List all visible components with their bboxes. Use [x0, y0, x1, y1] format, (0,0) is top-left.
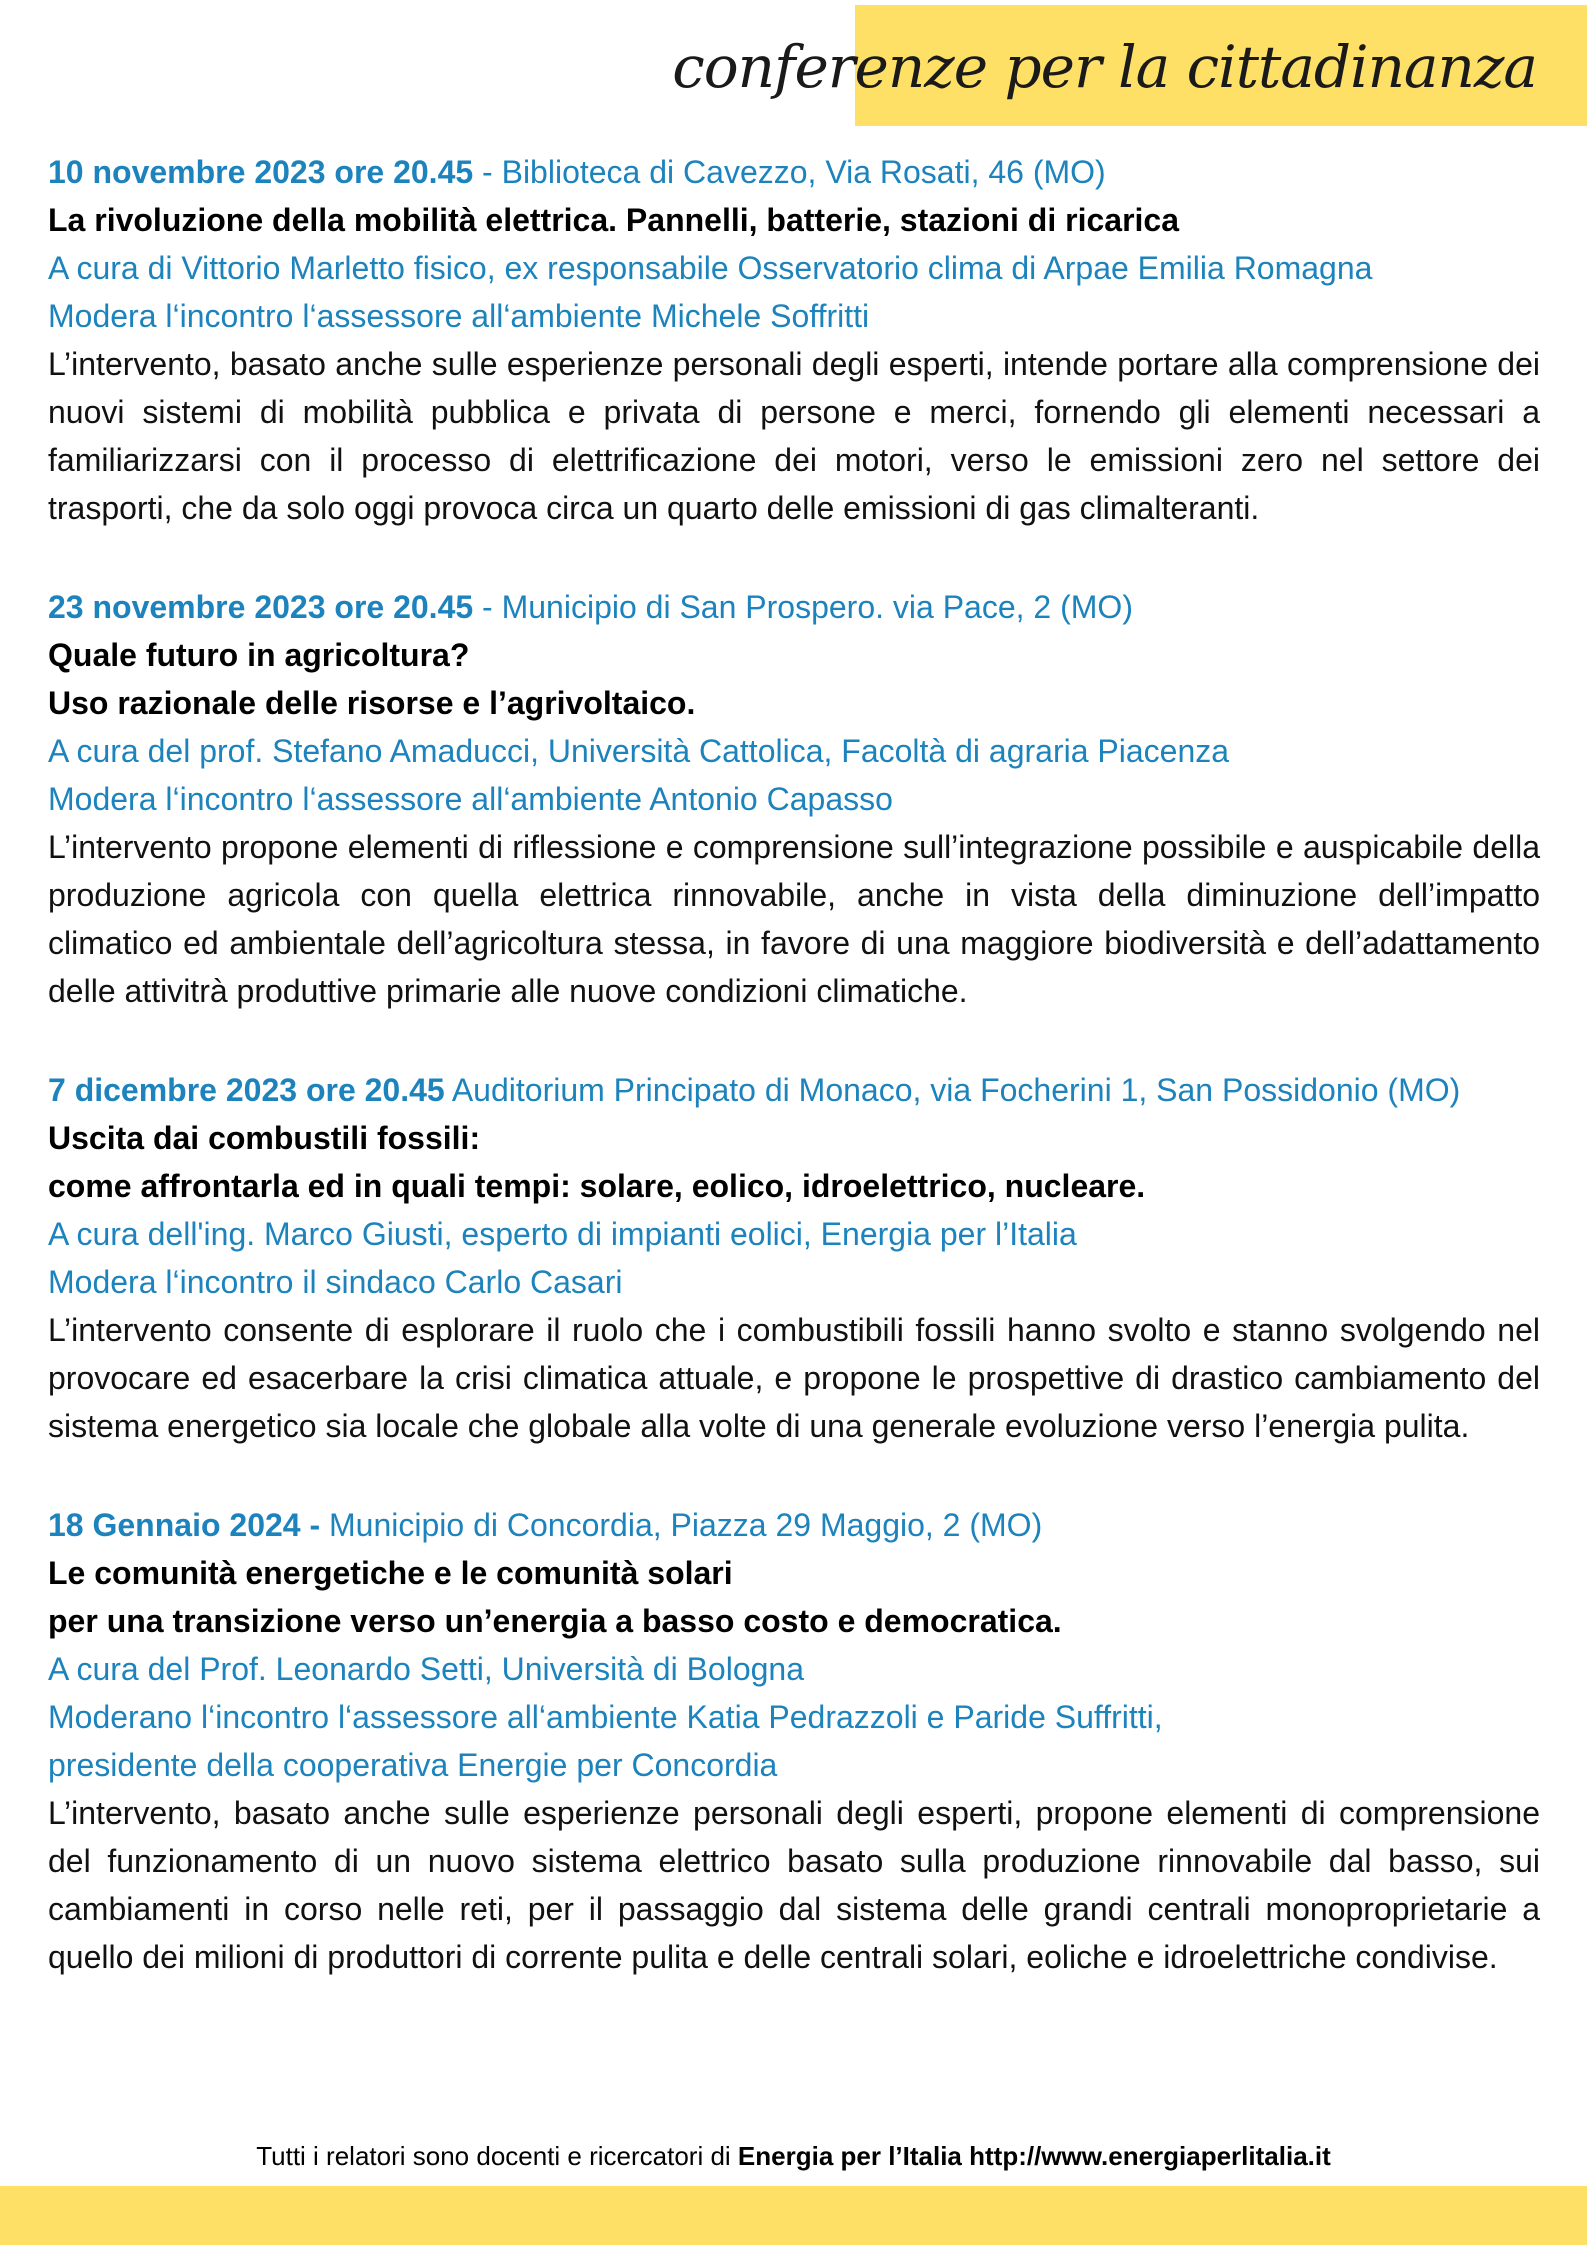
- event-curator: A cura dell'ing. Marco Giusti, esperto di impianti eolici, Energia per l’Italia: [48, 1216, 1077, 1252]
- event-moderator: Modera l‘incontro il sindaco Carlo Casari: [48, 1264, 623, 1300]
- event-description: L’intervento consente di esplorare il ruolo che i combustibili fossili hanno svolto e stanno svolgendo nel provocare ed esacerbare la crisi climatica attuale, e propone le prospettive di drastico cambiamento del sistema energetico sia locale che globale alla volte di una generale evoluzione verso l’energia pulita.: [48, 1312, 1540, 1444]
- header-banner: [672, 5, 1587, 126]
- event-description: L’intervento, basato anche sulle esperienze personali degli esperti, intende portare alla comprensione dei nuovi sistemi di mobilità pubblica e privata di persone e merci, fornendo gli elementi necessari a familiarizzarsi con il processo di elettrificazione dei motori, verso le emissioni zero nel settore dei trasporti, che da solo oggi provoca circa un quarto delle emissioni di gas climalteranti.: [48, 346, 1540, 526]
- event-date-line: [48, 1066, 1540, 1114]
- event-date-line: [48, 1501, 1540, 1549]
- event-moderator-affiliation: presidente della cooperativa Energie per Concordia: [48, 1747, 778, 1783]
- event-item: [48, 1501, 1540, 1981]
- event-subtitle: come affrontarla ed in quali tempi: solare, eolico, idroelettrico, nucleare.: [48, 1168, 1146, 1204]
- event-title: La rivoluzione della mobilità elettrica. Pannelli, batterie, stazioni di ricarica: [48, 202, 1179, 238]
- event-title: Uscita dai combustili fossili:: [48, 1120, 481, 1156]
- banner-title: conferenze per la cittadinanza: [672, 33, 1537, 101]
- event-item: [48, 148, 1540, 532]
- event-date-line: [48, 148, 1540, 196]
- event-title: Le comunità energetiche e le comunità solari: [48, 1555, 733, 1591]
- bottom-band: [0, 2186, 1587, 2245]
- event-subtitle: Uso razionale delle risorse e l’agrivoltaico.: [48, 685, 696, 721]
- event-venue: - Biblioteca di Cavezzo, Via Rosati, 46 (MO): [473, 154, 1106, 190]
- footer-organization-link[interactable]: Energia per l’Italia http://www.energiaperlitalia.it: [737, 2141, 1331, 2171]
- event-venue: - Municipio di San Prospero. via Pace, 2 (MO): [473, 589, 1133, 625]
- event-item: [48, 583, 1540, 1015]
- event-date: 10 novembre 2023 ore 20.45: [48, 154, 474, 190]
- event-curator: A cura del Prof. Leonardo Setti, Università di Bologna: [48, 1651, 804, 1687]
- event-moderator: Modera l‘incontro l‘assessore all‘ambiente Antonio Capasso: [48, 781, 893, 817]
- event-moderator: Modera l‘incontro l‘assessore all‘ambiente Michele Soffritti: [48, 298, 870, 334]
- event-curator: A cura del prof. Stefano Amaducci, Università Cattolica, Facoltà di agraria Piacenza: [48, 733, 1230, 769]
- events-list: [48, 148, 1540, 2032]
- event-item: [48, 1066, 1540, 1450]
- event-curator: A cura di Vittorio Marletto fisico, ex responsabile Osservatorio clima di Arpae Emilia Romagna: [48, 250, 1373, 286]
- event-venue: Municipio di Concordia, Piazza 29 Maggio, 2 (MO): [320, 1507, 1043, 1543]
- event-moderator: Moderano l‘incontro l‘assessore all‘ambiente Katia Pedrazzoli e Paride Suffritti,: [48, 1699, 1163, 1735]
- footer-note: [0, 2141, 1587, 2172]
- event-date: 7 dicembre 2023 ore 20.45: [48, 1072, 445, 1108]
- event-date: 18 Gennaio 2024 -: [48, 1507, 321, 1543]
- event-title: Quale futuro in agricoltura?: [48, 637, 470, 673]
- event-date-line: [48, 583, 1540, 631]
- event-description: L’intervento propone elementi di riflessione e comprensione sull’integrazione possibile e auspicabile della produzione agricola con quella elettrica rinnovabile, anche in vista della diminuzione dell’impatto climatico ed ambientale dell’agricoltura stessa, in favore di una maggiore biodiversità e dell’adattamento delle attivitrà produttive primarie alle nuove condizioni climatiche.: [48, 829, 1540, 1009]
- event-subtitle: per una transizione verso un’energia a basso costo e democratica.: [48, 1603, 1062, 1639]
- footer-line: [256, 2141, 1331, 2171]
- footer-prefix: Tutti i relatori sono docenti e ricercatori di: [256, 2141, 738, 2171]
- event-date: 23 novembre 2023 ore 20.45: [48, 589, 474, 625]
- event-description: L’intervento, basato anche sulle esperienze personali degli esperti, propone elementi di comprensione del funzionamento di un nuovo sistema elettrico basato sulla produzione rinnovabile dal basso, sui cambiamenti in corso nelle reti, per il passaggio dal sistema delle grandi centrali monoproprietarie a quello dei milioni di produttori di corrente pulita e delle centrali solari, eoliche e idroelettriche condivise.: [48, 1795, 1540, 1975]
- event-venue: Auditorium Principato di Monaco, via Focherini 1, San Possidonio (MO): [444, 1072, 1461, 1108]
